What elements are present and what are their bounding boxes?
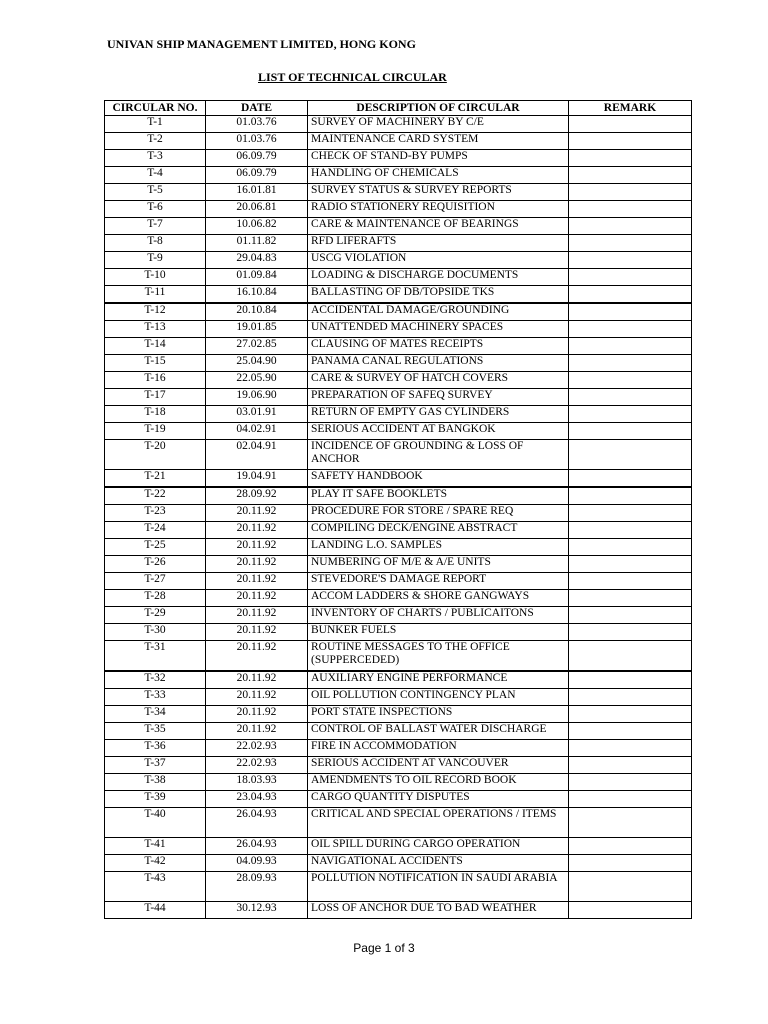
circular-date: 03.01.91 <box>206 406 308 423</box>
circular-date: 22.02.93 <box>206 740 308 757</box>
circular-description: PLAY IT SAFE BOOKLETS <box>308 487 569 505</box>
circular-description: HANDLING OF CHEMICALS <box>308 167 569 184</box>
circular-date: 20.06.81 <box>206 201 308 218</box>
circular-remark <box>569 791 692 808</box>
circular-number: T-15 <box>105 355 206 372</box>
circular-number: T-7 <box>105 218 206 235</box>
circular-date: 23.04.93 <box>206 791 308 808</box>
table-row <box>105 440 692 470</box>
circular-remark <box>569 201 692 218</box>
circular-date: 20.11.92 <box>206 556 308 573</box>
circular-number: T-44 <box>105 902 206 919</box>
circular-date: 20.11.92 <box>206 573 308 590</box>
circular-number: T-24 <box>105 522 206 539</box>
table-row <box>105 573 692 590</box>
circular-date: 27.02.85 <box>206 338 308 355</box>
circular-remark <box>569 872 692 902</box>
circular-remark <box>569 838 692 855</box>
circular-number: T-28 <box>105 590 206 607</box>
circular-remark <box>569 150 692 167</box>
table-row <box>105 133 692 150</box>
circular-remark <box>569 808 692 838</box>
circular-date: 20.11.92 <box>206 590 308 607</box>
table-row <box>105 505 692 522</box>
circular-remark <box>569 671 692 689</box>
circular-number: T-13 <box>105 321 206 338</box>
circular-description: CARGO QUANTITY DISPUTES <box>308 791 569 808</box>
circular-date: 18.03.93 <box>206 774 308 791</box>
table-row <box>105 624 692 641</box>
circular-date: 04.02.91 <box>206 423 308 440</box>
circular-number: T-17 <box>105 389 206 406</box>
circular-number: T-23 <box>105 505 206 522</box>
circular-remark <box>569 505 692 522</box>
circular-description: PANAMA CANAL REGULATIONS <box>308 355 569 372</box>
circular-description: SURVEY OF MACHINERY BY C/E <box>308 116 569 133</box>
circular-date: 28.09.92 <box>206 487 308 505</box>
circular-number: T-22 <box>105 487 206 505</box>
circular-description: BUNKER FUELS <box>308 624 569 641</box>
table-row <box>105 757 692 774</box>
circular-number: T-36 <box>105 740 206 757</box>
table-row <box>105 389 692 406</box>
circular-description: SERIOUS ACCIDENT AT BANGKOK <box>308 423 569 440</box>
circular-remark <box>569 522 692 539</box>
circular-number: T-39 <box>105 791 206 808</box>
circular-number: T-16 <box>105 372 206 389</box>
column-header-description: DESCRIPTION OF CIRCULAR <box>308 101 569 116</box>
circular-date: 20.11.92 <box>206 607 308 624</box>
circular-number: T-41 <box>105 838 206 855</box>
circular-remark <box>569 689 692 706</box>
circular-number: T-38 <box>105 774 206 791</box>
circular-date: 19.04.91 <box>206 470 308 488</box>
circular-remark <box>569 855 692 872</box>
circular-number: T-20 <box>105 440 206 470</box>
circular-number: T-10 <box>105 269 206 286</box>
circular-date: 20.11.92 <box>206 723 308 740</box>
circular-date: 20.11.92 <box>206 522 308 539</box>
circular-description: SAFETY HANDBOOK <box>308 470 569 488</box>
circular-description: INCIDENCE OF GROUNDING & LOSS OF ANCHOR <box>308 440 569 470</box>
circular-description: ROUTINE MESSAGES TO THE OFFICE (SUPPERCEDED) <box>308 641 569 672</box>
circular-date: 06.09.79 <box>206 167 308 184</box>
circular-description: RFD LIFERAFTS <box>308 235 569 252</box>
table-row <box>105 150 692 167</box>
circular-description: BALLASTING OF DB/TOPSIDE TKS <box>308 286 569 304</box>
table-row <box>105 269 692 286</box>
circular-number: T-21 <box>105 470 206 488</box>
circular-date: 01.03.76 <box>206 133 308 150</box>
circular-date: 25.04.90 <box>206 355 308 372</box>
circular-description: OIL SPILL DURING CARGO OPERATION <box>308 838 569 855</box>
circular-date: 16.10.84 <box>206 286 308 304</box>
table-row <box>105 774 692 791</box>
table-row <box>105 252 692 269</box>
circular-remark <box>569 286 692 304</box>
circular-remark <box>569 757 692 774</box>
circular-number: T-5 <box>105 184 206 201</box>
document-title: LIST OF TECHNICAL CIRCULAR <box>258 70 447 84</box>
circular-date: 01.11.82 <box>206 235 308 252</box>
circular-remark <box>569 556 692 573</box>
table-row <box>105 167 692 184</box>
circular-description: SURVEY STATUS & SURVEY REPORTS <box>308 184 569 201</box>
table-row <box>105 218 692 235</box>
table-row <box>105 470 692 488</box>
circular-remark <box>569 607 692 624</box>
circular-date: 30.12.93 <box>206 902 308 919</box>
table-header-row <box>105 101 692 116</box>
circular-remark <box>569 133 692 150</box>
circular-description: RETURN OF EMPTY GAS CYLINDERS <box>308 406 569 423</box>
circular-date: 01.09.84 <box>206 269 308 286</box>
circular-table <box>104 100 692 919</box>
table-row <box>105 184 692 201</box>
circular-description: PREPARATION OF SAFEQ SURVEY <box>308 389 569 406</box>
circular-date: 28.09.93 <box>206 872 308 902</box>
circular-remark <box>569 487 692 505</box>
circular-description: POLLUTION NOTIFICATION IN SAUDI ARABIA <box>308 872 569 902</box>
circular-remark <box>569 440 692 470</box>
circular-date: 02.04.91 <box>206 440 308 470</box>
circular-description: CHECK OF STAND-BY PUMPS <box>308 150 569 167</box>
circular-description: UNATTENDED MACHINERY SPACES <box>308 321 569 338</box>
table-row <box>105 590 692 607</box>
table-row <box>105 406 692 423</box>
circular-number: T-33 <box>105 689 206 706</box>
circular-date: 01.03.76 <box>206 116 308 133</box>
circular-date: 22.05.90 <box>206 372 308 389</box>
circular-description: RADIO STATIONERY REQUISITION <box>308 201 569 218</box>
circular-description: AMENDMENTS TO OIL RECORD BOOK <box>308 774 569 791</box>
table-row <box>105 355 692 372</box>
circular-remark <box>569 774 692 791</box>
circular-number: T-34 <box>105 706 206 723</box>
table-row <box>105 286 692 304</box>
table-row <box>105 423 692 440</box>
circular-date: 19.01.85 <box>206 321 308 338</box>
table-row <box>105 872 692 902</box>
circular-remark <box>569 590 692 607</box>
circular-description: CRITICAL AND SPECIAL OPERATIONS / ITEMS <box>308 808 569 838</box>
table-row <box>105 791 692 808</box>
circular-number: T-19 <box>105 423 206 440</box>
circular-description: SERIOUS ACCIDENT AT VANCOUVER <box>308 757 569 774</box>
circular-remark <box>569 539 692 556</box>
circular-remark <box>569 389 692 406</box>
table-row <box>105 740 692 757</box>
table-row <box>105 522 692 539</box>
circular-remark <box>569 252 692 269</box>
circular-date: 20.11.92 <box>206 689 308 706</box>
circular-remark <box>569 116 692 133</box>
circular-number: T-12 <box>105 303 206 321</box>
circular-description: NUMBERING OF M/E & A/E UNITS <box>308 556 569 573</box>
circular-description: AUXILIARY ENGINE PERFORMANCE <box>308 671 569 689</box>
circular-number: T-2 <box>105 133 206 150</box>
circular-remark <box>569 706 692 723</box>
table-row <box>105 372 692 389</box>
circular-number: T-1 <box>105 116 206 133</box>
table-row <box>105 838 692 855</box>
circular-description: PORT STATE INSPECTIONS <box>308 706 569 723</box>
circular-number: T-6 <box>105 201 206 218</box>
circular-remark <box>569 338 692 355</box>
circular-remark <box>569 624 692 641</box>
circular-date: 29.04.83 <box>206 252 308 269</box>
circular-remark <box>569 641 692 672</box>
circular-number: T-40 <box>105 808 206 838</box>
circular-number: T-29 <box>105 607 206 624</box>
circular-date: 20.10.84 <box>206 303 308 321</box>
circular-number: T-42 <box>105 855 206 872</box>
table-row <box>105 321 692 338</box>
circular-number: T-3 <box>105 150 206 167</box>
circular-description: CLAUSING OF MATES RECEIPTS <box>308 338 569 355</box>
circular-date: 06.09.79 <box>206 150 308 167</box>
circular-number: T-43 <box>105 872 206 902</box>
table-row <box>105 902 692 919</box>
table-row <box>105 556 692 573</box>
circular-description: ACCOM LADDERS & SHORE GANGWAYS <box>308 590 569 607</box>
column-header-circular-no: CIRCULAR NO. <box>105 101 206 116</box>
circular-number: T-14 <box>105 338 206 355</box>
column-header-remark: REMARK <box>569 101 692 116</box>
circular-date: 04.09.93 <box>206 855 308 872</box>
circular-number: T-9 <box>105 252 206 269</box>
circular-description: NAVIGATIONAL ACCIDENTS <box>308 855 569 872</box>
table-row <box>105 641 692 672</box>
circular-date: 20.11.92 <box>206 505 308 522</box>
circular-number: T-8 <box>105 235 206 252</box>
circular-remark <box>569 372 692 389</box>
circular-date: 26.04.93 <box>206 838 308 855</box>
circular-number: T-18 <box>105 406 206 423</box>
circular-date: 26.04.93 <box>206 808 308 838</box>
circular-date: 20.11.92 <box>206 706 308 723</box>
circular-number: T-25 <box>105 539 206 556</box>
circular-description: INVENTORY OF CHARTS / PUBLICAITONS <box>308 607 569 624</box>
circular-description: FIRE IN ACCOMMODATION <box>308 740 569 757</box>
circular-number: T-35 <box>105 723 206 740</box>
column-header-date: DATE <box>206 101 308 116</box>
circular-description: CARE & MAINTENANCE OF BEARINGS <box>308 218 569 235</box>
circular-date: 16.01.81 <box>206 184 308 201</box>
table-row <box>105 303 692 321</box>
circular-date: 20.11.92 <box>206 641 308 672</box>
table-row <box>105 235 692 252</box>
circular-number: T-37 <box>105 757 206 774</box>
circular-description: LANDING L.O. SAMPLES <box>308 539 569 556</box>
circular-number: T-30 <box>105 624 206 641</box>
circular-remark <box>569 740 692 757</box>
table-row <box>105 539 692 556</box>
company-name: UNIVAN SHIP MANAGEMENT LIMITED, HONG KONG <box>107 37 416 51</box>
table-row <box>105 338 692 355</box>
circular-remark <box>569 723 692 740</box>
circular-description: PROCEDURE FOR STORE / SPARE REQ <box>308 505 569 522</box>
table-row <box>105 607 692 624</box>
table-row <box>105 808 692 838</box>
circular-description: LOSS OF ANCHOR DUE TO BAD WEATHER <box>308 902 569 919</box>
table-row <box>105 116 692 133</box>
circular-number: T-31 <box>105 641 206 672</box>
table-body <box>105 116 692 919</box>
circular-date: 22.02.93 <box>206 757 308 774</box>
circular-description: COMPILING DECK/ENGINE ABSTRACT <box>308 522 569 539</box>
circular-description: USCG VIOLATION <box>308 252 569 269</box>
circular-remark <box>569 470 692 488</box>
circular-description: CONTROL OF BALLAST WATER DISCHARGE <box>308 723 569 740</box>
circular-number: T-4 <box>105 167 206 184</box>
circular-date: 10.06.82 <box>206 218 308 235</box>
circular-description: OIL POLLUTION CONTINGENCY PLAN <box>308 689 569 706</box>
circular-date: 20.11.92 <box>206 539 308 556</box>
table-row <box>105 689 692 706</box>
circular-description: ACCIDENTAL DAMAGE/GROUNDING <box>308 303 569 321</box>
table-row <box>105 706 692 723</box>
circular-remark <box>569 167 692 184</box>
circular-remark <box>569 902 692 919</box>
circular-remark <box>569 406 692 423</box>
table-row <box>105 487 692 505</box>
circular-remark <box>569 269 692 286</box>
page-number: Page 1 of 3 <box>353 941 415 955</box>
circular-remark <box>569 218 692 235</box>
circular-description: LOADING & DISCHARGE DOCUMENTS <box>308 269 569 286</box>
circular-date: 19.06.90 <box>206 389 308 406</box>
circular-remark <box>569 184 692 201</box>
table-row <box>105 723 692 740</box>
circular-description: CARE & SURVEY OF HATCH COVERS <box>308 372 569 389</box>
circular-number: T-32 <box>105 671 206 689</box>
circular-remark <box>569 423 692 440</box>
circular-date: 20.11.92 <box>206 671 308 689</box>
circular-remark <box>569 235 692 252</box>
circular-remark <box>569 321 692 338</box>
table-row <box>105 671 692 689</box>
table-row <box>105 201 692 218</box>
circular-description: MAINTENANCE CARD SYSTEM <box>308 133 569 150</box>
circular-remark <box>569 303 692 321</box>
circular-description: STEVEDORE'S DAMAGE REPORT <box>308 573 569 590</box>
circular-remark <box>569 355 692 372</box>
circular-number: T-26 <box>105 556 206 573</box>
circular-number: T-11 <box>105 286 206 304</box>
circular-number: T-27 <box>105 573 206 590</box>
table-row <box>105 855 692 872</box>
circular-date: 20.11.92 <box>206 624 308 641</box>
circular-remark <box>569 573 692 590</box>
